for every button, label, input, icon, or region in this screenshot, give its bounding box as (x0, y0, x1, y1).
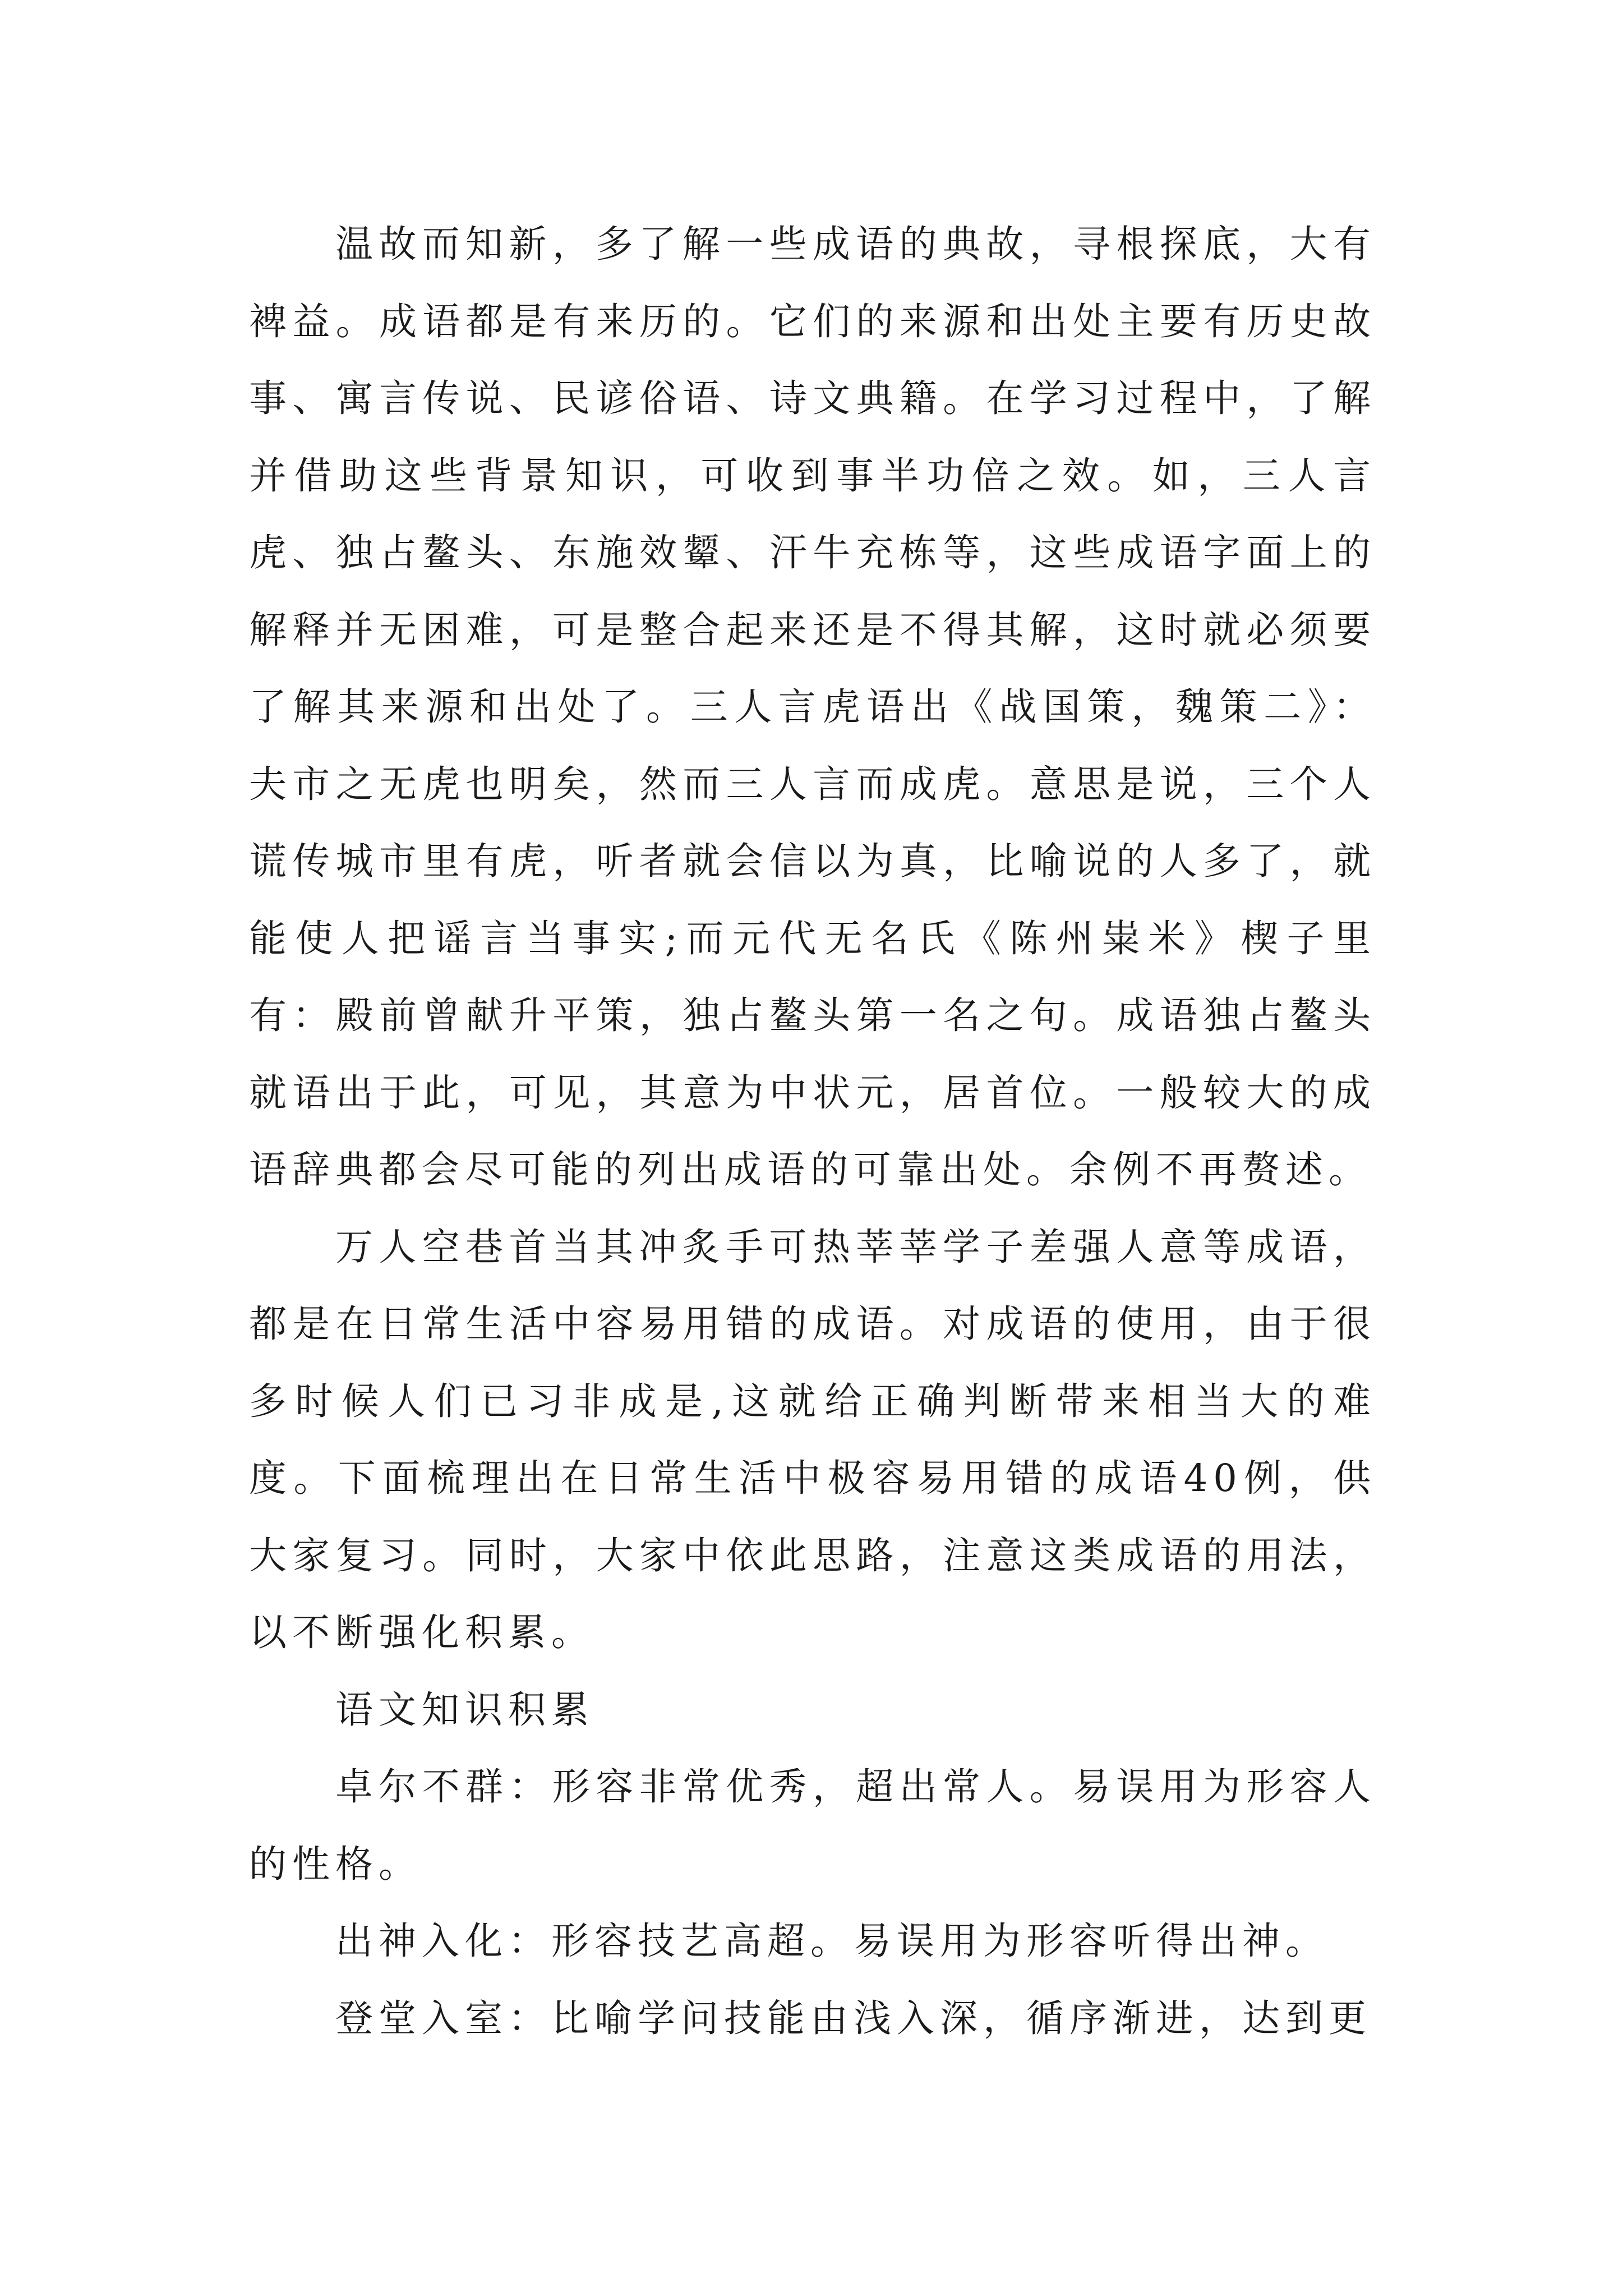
section-heading: 语文知识积累 (335, 1687, 594, 1732)
paragraph-idiom-origins: 温故而知新，多了解一些成语的典故，寻根探底，大有裨益。成语都是有来历的。它们的来源和出处主要有历史故事、寓言传说、民谚俗语、诗文典籍。在学习过程中，了解并借助这些背景知识，可收到事半功倍之效。如，三人言虎、独占鳌头、东施效颦、汗牛充栋等，这些成语字面上的解释并无困难，可是整合起来还是不得其解，这时就必须要了解其来源和出处了。三人言虎语出《战国策，魏策二》：夫市之无虎也明矣，然而三人言而成虎。意思是说，三个人谎传城市里有虎，听者就会信以为真，比喻说的人多了，就能使人把谣言当事实;而元代无名氏《陈州粜米》楔子里有：殿前曾献升平策，独占鳌头第一名之句。成语独占鳌头就语出于此，可见，其意为中状元，居首位。一般较大的成语辞典都会尽可能的列出成语的可靠出处。余例不再赘述。 (249, 222, 1376, 1191)
idiom-entry: 卓尔不群：形容非常优秀，超出常人。易误用为形容人的性格。 (249, 1765, 1376, 1886)
paragraph-misused-idioms: 万人空巷首当其冲炙手可热莘莘学子差强人意等成语，都是在日常生活中容易用错的成语。对成语的使用，由于很多时候人们已习非成是,这就给正确判断带来相当大的难度。下面梳理出在日常生活中极容易用错的成语40例，供大家复习。同时，大家中依此思路，注意这类成语的用法，以不断强化积累。 (249, 1225, 1376, 1654)
document-body (249, 206, 1376, 2057)
idiom-entry: 登堂入室：比喻学问技能由浅入深，循序渐进，达到更 (335, 1996, 1372, 2040)
idiom-entry: 出神入化：形容技艺高超。易误用为形容听得出神。 (335, 1919, 1329, 1963)
